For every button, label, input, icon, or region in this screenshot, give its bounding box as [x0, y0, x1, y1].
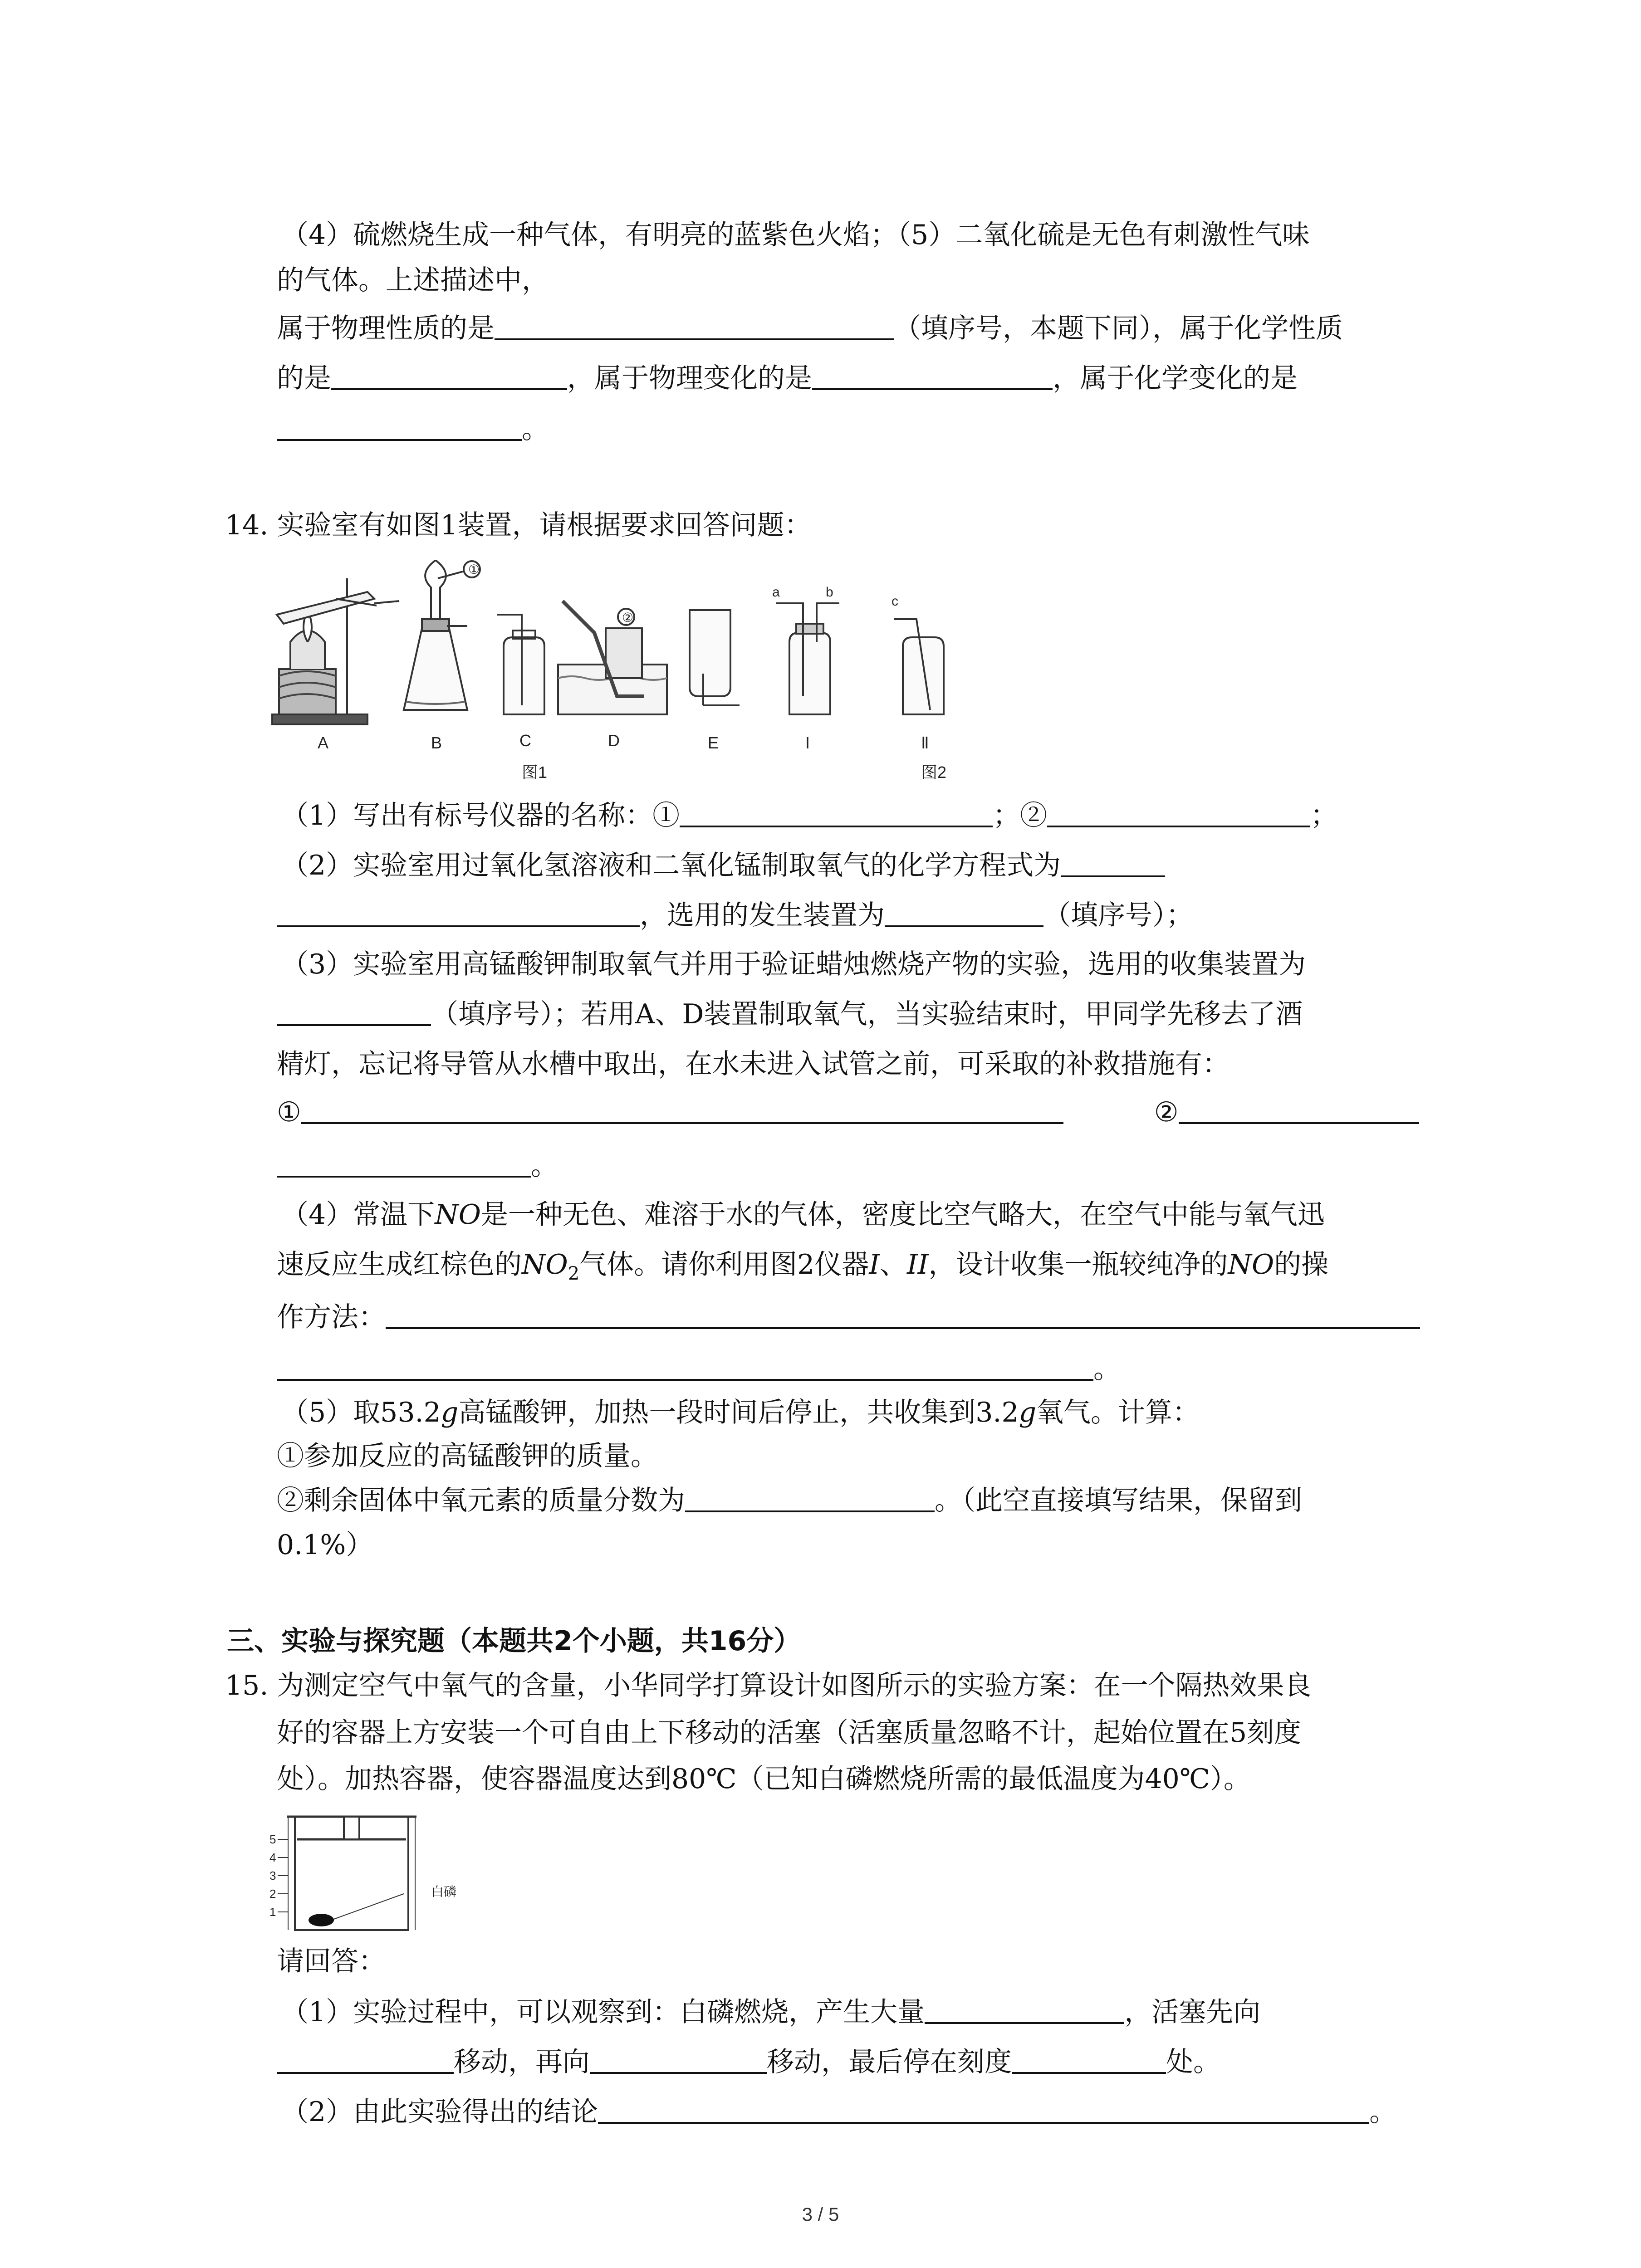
label-c-caption: C: [519, 731, 531, 750]
label-ii-caption: Ⅱ: [921, 733, 929, 752]
q14-intro: 14. 实验室有如图1装置，请根据要求回答问题：: [225, 509, 812, 541]
remedy-2-blank[interactable]: [1179, 1094, 1419, 1124]
q13-line3: 属于物理性质的是 （填序号，本题下同），属于化学性质: [277, 310, 1343, 347]
q14-part4-line3: 作方法：: [277, 1299, 1420, 1335]
piston-direction-2-blank[interactable]: [590, 2044, 767, 2074]
q14-part1: （1）写出有标号仪器的名称：① ；② ；: [281, 797, 1337, 834]
piston-rod: [344, 1817, 359, 1839]
apparatus-a: [272, 578, 399, 724]
observation-blank[interactable]: [925, 1994, 1124, 2024]
label-a-caption: A: [318, 733, 329, 752]
q14-part4-line4: 。: [277, 1351, 1121, 1387]
q13-line1: （4）硫燃烧生成一种气体，有明亮的蓝紫色火焰；（5）二氧化硫是无色有刺激性气味: [281, 219, 1310, 251]
q14-part5-line2: ①参加反应的高锰酸钾的质量。: [277, 1440, 658, 1472]
tick-1: 1: [269, 1905, 276, 1919]
apparatus-d: [558, 601, 667, 714]
instrument-2-blank[interactable]: [1047, 797, 1310, 827]
label-c: c: [892, 594, 898, 609]
label-b-caption: B: [431, 733, 442, 752]
q14-part3-line1: （3）实验室用高锰酸钾制取氧气并用于验证蜡烛燃烧产物的实验，选用的收集装置为: [281, 948, 1306, 980]
apparatus-ii: [892, 594, 944, 714]
q15-part1-line1: （1）实验过程中，可以观察到：白磷燃烧，产生大量 ，活塞先向: [281, 1994, 1260, 2030]
q13-line4: 的是 ，属于物理变化的是 ，属于化学变化的是: [277, 360, 1298, 396]
q14-part3-line2: （填序号）；若用A、D装置制取氧气，当实验结束时，甲同学先移去了酒: [277, 996, 1303, 1032]
q15-part1-line2: 移动，再向 移动，最后停在刻度 处。: [277, 2044, 1220, 2080]
apparatus-c: [497, 615, 544, 714]
q15-ask: 请回答：: [277, 1945, 386, 1977]
q15-line2: 好的容器上方安装一个可自由上下移动的活塞（活塞质量忽略不计，起始位置在5刻度: [277, 1717, 1302, 1749]
q14-part4-line1: （4）常温下NO是一种无色、难溶于水的气体，密度比空气略大，在空气中能与氧气迅: [281, 1199, 1325, 1231]
q15-line1: 15. 为测定空气中氧气的含量，小华同学打算设计如图所示的实验方案：在一个隔热效果良: [225, 1670, 1312, 1701]
physical-property-blank[interactable]: [495, 310, 894, 340]
equation-blank[interactable]: [277, 897, 640, 927]
q14-part2-line2: ，选用的发生装置为 （填序号）；: [277, 897, 1193, 934]
label-d-caption: D: [608, 731, 620, 750]
white-phosphorus: [309, 1914, 334, 1926]
label-marker-2: ②: [622, 611, 634, 625]
label-marker-1: ①: [468, 562, 480, 577]
physical-change-blank[interactable]: [812, 360, 1053, 390]
label-i-caption: I: [805, 733, 810, 752]
q14-apparatus-figure: [268, 560, 1048, 796]
figure-2-caption: 图2: [921, 763, 947, 782]
equation-blank-start[interactable]: [1061, 847, 1165, 877]
q14-part5-line1: （5）取53.2g高锰酸钾，加热一段时间后停止，共收集到3.2g氧气。计算：: [281, 1397, 1200, 1428]
remedy-2-blank-cont[interactable]: [277, 1148, 531, 1178]
q15-container-figure: [268, 1803, 495, 1939]
q14-part3-line5: 。: [277, 1148, 558, 1184]
q14-part5-line4: 0.1%）: [277, 1529, 373, 1561]
chemical-change-blank[interactable]: [277, 411, 522, 441]
apparatus-e: [690, 610, 740, 705]
instrument-1-blank[interactable]: [680, 797, 993, 827]
q15-part2: （2）由此实验得出的结论 。: [281, 2094, 1396, 2130]
figure-1-caption: 图1: [522, 763, 548, 782]
final-scale-blank[interactable]: [1012, 2044, 1166, 2074]
generator-blank[interactable]: [885, 897, 1043, 927]
tick-3: 3: [269, 1869, 276, 1882]
tick-4: 4: [269, 1851, 276, 1864]
remedy-1-blank[interactable]: [301, 1094, 1063, 1124]
q13-line2: 的气体。上述描述中，: [277, 264, 549, 296]
collector-blank[interactable]: [277, 996, 431, 1026]
q14-part2-line1: （2）实验室用过氧化氢溶液和二氧化锰制取氧气的化学方程式为: [281, 847, 1165, 884]
oxygen-fraction-blank[interactable]: [685, 1482, 935, 1512]
section-3-title: 三、实验与探究题（本题共2个小题，共16分）: [227, 1625, 801, 1657]
q14-part4-line2: 速反应生成红棕色的$NO_2$气体。请你利用图2仪器I、II，设计收集一瓶较纯净的NO的操: [277, 1249, 1329, 1284]
conclusion-blank[interactable]: [598, 2094, 1369, 2124]
apparatus-i: [772, 585, 839, 714]
q14-part3-line4: ① ②: [277, 1094, 1419, 1130]
label-b: b: [826, 585, 833, 600]
chemical-property-blank[interactable]: [331, 360, 567, 390]
no-collection-method-blank-cont[interactable]: [277, 1351, 1093, 1381]
tick-5: 5: [269, 1833, 276, 1846]
q15-line3: 处）。加热容器，使容器温度达到80℃（已知白磷燃烧所需的最低温度为40℃）。: [277, 1763, 1251, 1795]
label-e-caption: E: [708, 733, 719, 752]
apparatus-b: [404, 560, 480, 710]
q13-line5: 。: [277, 411, 549, 447]
label-a: a: [772, 585, 780, 600]
piston-direction-1-blank[interactable]: [277, 2044, 454, 2074]
tick-2: 2: [269, 1887, 276, 1901]
q14-part3-line3: 精灯，忘记将导管从水槽中取出，在水未进入试管之前，可采取的补救措施有：: [277, 1048, 1230, 1080]
no-collection-method-blank[interactable]: [386, 1299, 1420, 1329]
white-phosphorus-label: 白磷: [431, 1885, 457, 1899]
page-number: 3 / 5: [802, 2204, 839, 2225]
q14-part5-line3: ②剩余固体中氧元素的质量分数为 。（此空直接填写结果，保留到: [277, 1482, 1302, 1519]
